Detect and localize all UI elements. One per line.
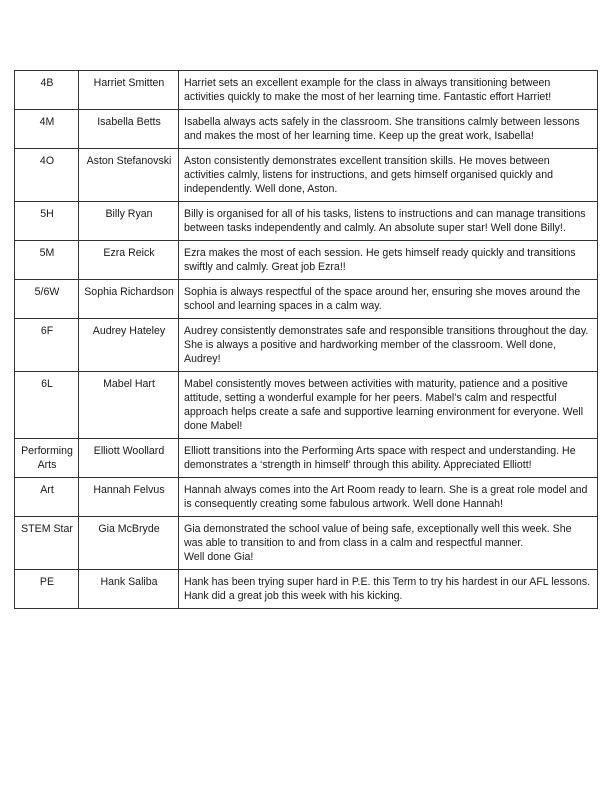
comment-cell: Sophia is always respectful of the space around her, ensuring she moves around the school and learning spaces in a calm way. <box>179 280 598 319</box>
table-row <box>15 439 598 478</box>
student-name-cell: Harriet Smitten <box>79 71 179 110</box>
table-row <box>15 71 598 110</box>
student-name-cell: Sophia Richardson <box>79 280 179 319</box>
class-cell: STEM Star <box>15 517 79 570</box>
class-cell: 4B <box>15 71 79 110</box>
class-cell: Art <box>15 478 79 517</box>
student-name-cell: Audrey Hateley <box>79 319 179 372</box>
table-row <box>15 110 598 149</box>
student-name-cell: Aston Stefanovski <box>79 149 179 202</box>
student-name-cell: Gia McBryde <box>79 517 179 570</box>
table-row <box>15 241 598 280</box>
table-row <box>15 570 598 609</box>
comment-cell: Elliott transitions into the Performing Arts space with respect and understanding. He demonstrates a ‘strength in himself’ through this ability. Appreciated Elliott! <box>179 439 598 478</box>
student-name-cell: Isabella Betts <box>79 110 179 149</box>
class-cell: 6F <box>15 319 79 372</box>
table-row <box>15 319 598 372</box>
comment-cell: Isabella always acts safely in the classroom. She transitions calmly between lessons and makes the most of her learning time. Keep up the great work, Isabella! <box>179 110 598 149</box>
class-cell: Performing Arts <box>15 439 79 478</box>
table-row <box>15 149 598 202</box>
class-cell: 5/6W <box>15 280 79 319</box>
table-row <box>15 372 598 439</box>
table-row <box>15 517 598 570</box>
class-cell: 4O <box>15 149 79 202</box>
document-page <box>14 70 597 609</box>
comment-cell: Billy is organised for all of his tasks, listens to instructions and can manage transitions between tasks independently and calmly. An absolute super star! Well done Billy!. <box>179 202 598 241</box>
awards-table <box>14 70 598 609</box>
student-name-cell: Hank Saliba <box>79 570 179 609</box>
class-cell: 4M <box>15 110 79 149</box>
class-cell: PE <box>15 570 79 609</box>
student-name-cell: Mabel Hart <box>79 372 179 439</box>
table-row <box>15 280 598 319</box>
comment-cell: Aston consistently demonstrates excellent transition skills. He moves between activities calmly, listens for instructions, and gets himself organised quickly and independently. Well done, Aston. <box>179 149 598 202</box>
comment-cell: Mabel consistently moves between activities with maturity, patience and a positive attitude, setting a wonderful example for her peers. Mabel’s calm and respectful approach helps create a safe and supportive learning environment for everyone. Well done Mabel! <box>179 372 598 439</box>
student-name-cell: Hannah Felvus <box>79 478 179 517</box>
class-cell: 6L <box>15 372 79 439</box>
comment-cell: Harriet sets an excellent example for the class in always transitioning between activities quickly to make the most of her learning time. Fantastic effort Harriet! <box>179 71 598 110</box>
comment-cell: Audrey consistently demonstrates safe and responsible transitions throughout the day. She is always a positive and hardworking member of the classroom. Well done, Audrey! <box>179 319 598 372</box>
comment-cell: Hank has been trying super hard in P.E. this Term to try his hardest in our AFL lessons. Hank did a great job this week with his kicking. <box>179 570 598 609</box>
comment-cell: Gia demonstrated the school value of being safe, exceptionally well this week. She was able to transition to and from class in a calm and respectful manner. Well done Gia! <box>179 517 598 570</box>
student-name-cell: Ezra Reick <box>79 241 179 280</box>
table-row <box>15 202 598 241</box>
comment-cell: Hannah always comes into the Art Room ready to learn. She is a great role model and is consequently creating some fabulous artwork. Well done Hannah! <box>179 478 598 517</box>
student-name-cell: Billy Ryan <box>79 202 179 241</box>
class-cell: 5H <box>15 202 79 241</box>
class-cell: 5M <box>15 241 79 280</box>
student-name-cell: Elliott Woollard <box>79 439 179 478</box>
comment-cell: Ezra makes the most of each session. He gets himself ready quickly and transitions swiftly and calmly. Great job Ezra!! <box>179 241 598 280</box>
table-row <box>15 478 598 517</box>
awards-table-body <box>15 71 598 609</box>
